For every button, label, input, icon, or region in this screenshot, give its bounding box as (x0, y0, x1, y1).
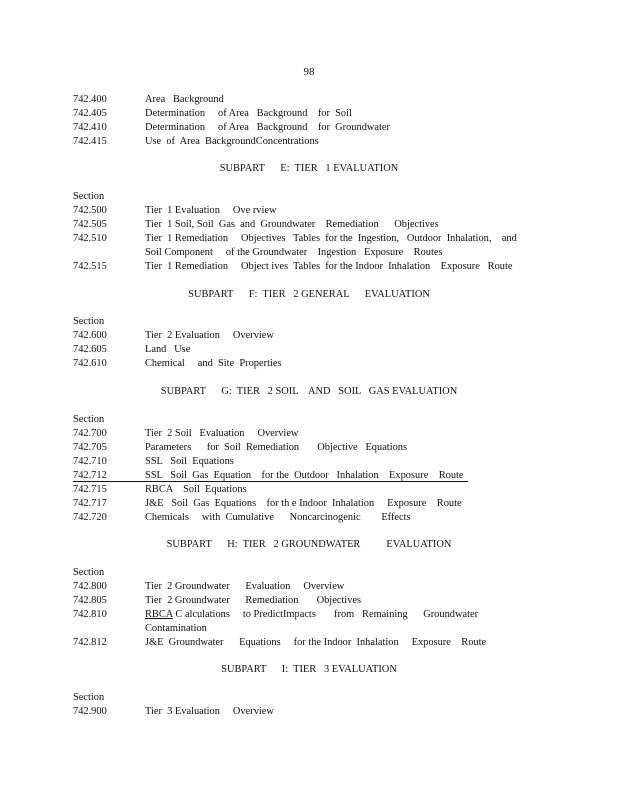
rbca-underlined-term: RBCA (145, 609, 173, 620)
section-title: Use of Area BackgroundConcentrations (145, 136, 319, 147)
section-number: 742.415 (73, 136, 107, 147)
section-title-continuation: Soil Component of the Groundwater Ingestion Exposure Routes (145, 247, 443, 258)
section-label: Section (73, 414, 105, 425)
subpart-h-heading: SUBPART H: TIER 2 GROUNDWATER EVALUATION (166, 539, 452, 550)
section-number: 742.717 (73, 498, 107, 509)
section-title (145, 608, 531, 622)
section-title: J&E Soil Gas Equations for th e Indoor Inhalation Exposure Route (145, 498, 462, 509)
section-title: J&E Groundwater Equations for the Indoor Inhalation Exposure Route (145, 637, 487, 648)
section-number: 742.800 (73, 581, 107, 592)
section-title: Land Use (145, 344, 191, 355)
section-title: Tier 1 Remediation Object ives Tables for the Indoor Inhalation Exposure Route (145, 261, 513, 272)
section-number: 742.400 (73, 94, 107, 105)
section-title: Tier 2 Soil Evaluation Overview (145, 428, 299, 439)
section-title-rest: C alculations to PredictImpacts from Remaining Groundwater (172, 609, 479, 620)
section-title: Tier 3 Evaluation Overview (145, 706, 274, 717)
section-title: Chemical and Site Properties (145, 358, 282, 369)
section-number: 742.805 (73, 595, 107, 606)
section-number: 742.812 (73, 637, 107, 648)
section-label: Section (73, 191, 105, 202)
section-number: 742.720 (73, 512, 107, 523)
section-label: Section (73, 316, 105, 327)
subpart-g-heading: SUBPART G: TIER 2 SOIL AND SOIL GAS EVALUATION (160, 386, 458, 397)
underline-rule (73, 481, 468, 482)
section-title: SSL Soil Equations (145, 456, 234, 467)
section-number: 742.600 (73, 330, 107, 341)
section-number: 742.500 (73, 205, 107, 216)
section-number: 742.505 (73, 219, 107, 230)
section-title: Tier 1 Soil, Soil Gas and Groundwater Remediation Objectives (145, 219, 439, 230)
section-number: 742.610 (73, 358, 107, 369)
section-title: RBCA Soil Equations (145, 484, 247, 495)
section-title: Tier 1 Evaluation Ove rview (145, 205, 277, 216)
section-title: Tier 2 Evaluation Overview (145, 330, 274, 341)
section-number: 742.605 (73, 344, 107, 355)
section-number: 742.705 (73, 442, 107, 453)
section-title: Tier 1 Remediation Objectives Tables for the Ingestion, Outdoor Inhalation, and (145, 233, 517, 244)
section-title: Area Background (145, 94, 224, 105)
section-title-continuation: Contamination (145, 623, 207, 634)
section-number: 742.712 (73, 470, 107, 481)
subpart-f-heading: SUBPART F: TIER 2 GENERAL EVALUATION (188, 289, 430, 300)
section-label: Section (73, 567, 105, 578)
section-number: 742.410 (73, 122, 107, 133)
section-number: 742.900 (73, 706, 107, 717)
section-title: SSL Soil Gas Equation for the Outdoor Inhalation Exposure Route (145, 470, 464, 481)
section-number: 742.510 (73, 233, 107, 244)
page-number: 98 (303, 66, 315, 78)
section-number: 742.710 (73, 456, 107, 467)
section-number: 742.700 (73, 428, 107, 439)
section-number: 742.515 (73, 261, 107, 272)
section-number: 742.715 (73, 484, 107, 495)
section-label: Section (73, 692, 105, 703)
section-number: 742.810 (73, 609, 107, 620)
section-number: 742.405 (73, 108, 107, 119)
section-title: Determination of Area Background for Groundwater (145, 122, 390, 133)
section-title: Determination of Area Background for Soil (145, 108, 352, 119)
subpart-e-heading: SUBPART E: TIER 1 EVALUATION (219, 163, 399, 174)
section-title: Tier 2 Groundwater Evaluation Overview (145, 581, 345, 592)
section-title: Chemicals with Cumulative Noncarcinogenic Effects (145, 512, 411, 523)
subpart-i-heading: SUBPART I: TIER 3 EVALUATION (221, 664, 397, 675)
section-title: Parameters for Soil Remediation Objective Equations (145, 442, 408, 453)
section-title: Tier 2 Groundwater Remediation Objectives (145, 595, 362, 606)
